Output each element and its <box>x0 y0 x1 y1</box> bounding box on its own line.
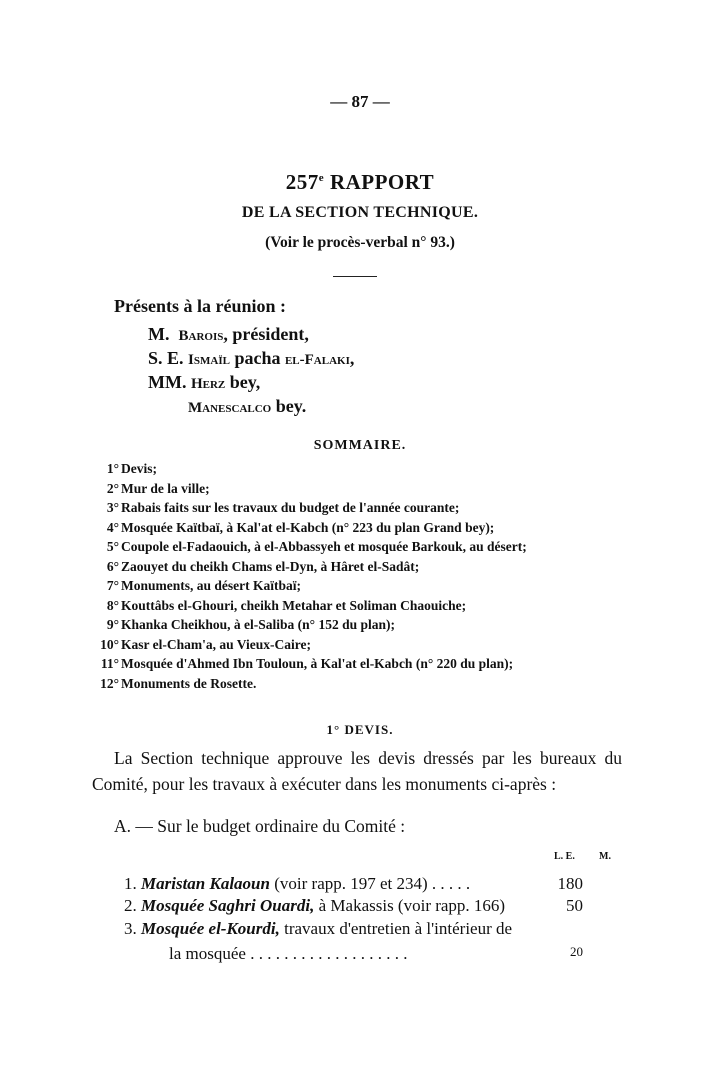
devis-item-number: 1. <box>124 874 137 893</box>
devis-item-number: 2. <box>124 896 137 915</box>
attendee-role: , <box>349 348 355 368</box>
summary-item-number: 7° <box>106 578 119 593</box>
summary-item-text: Mur de la ville; <box>121 480 210 496</box>
devis-item-amount: 50 <box>566 896 583 915</box>
attendee-name: Manescalco <box>188 400 272 416</box>
summary-item-number: 5° <box>106 539 119 554</box>
report-word: RAPPORT <box>329 170 435 194</box>
attendee-manescalco <box>188 396 306 417</box>
section-title: DE LA SECTION TECHNIQUE. <box>241 204 479 221</box>
attendee-barois <box>148 324 309 345</box>
report-number: 257 <box>285 170 319 194</box>
devis-item-title: Mosquée el-Kourdi, <box>141 919 280 938</box>
summary-item-number: 9° <box>106 617 119 632</box>
devis-item <box>124 874 470 894</box>
summary-item-number: 8° <box>106 597 119 613</box>
report-suffix: e <box>318 172 325 184</box>
summary-item-number: 11° <box>100 656 119 671</box>
summary-heading: SOMMAIRE. <box>313 438 407 453</box>
paragraph-line-1: La Section technique approuve les devis dressés par les bureaux du <box>114 748 622 768</box>
summary-item-text: Coupole el-Fadaouich, à el-Abbassyeh et mosquée Barkouk, au désert; <box>121 539 527 554</box>
devis-item <box>124 896 505 916</box>
attendee-name: Ismaïl <box>188 352 230 368</box>
summary-item-text: Zaouyet du cheikh Chams el-Dyn, à Hâret el-Sadât; <box>121 558 420 574</box>
devis-item-number: 3. <box>124 919 137 938</box>
attendee-role: , président, <box>223 324 309 344</box>
devis-item-continuation: la mosquée . . . . . . . . . . . . . . . . . . . <box>169 944 408 963</box>
devis-item-title: Mosquée Saghri Ouardi, <box>141 896 315 915</box>
paragraph-line-2: Comité, pour les travaux à exécuter dans les monuments ci-après : <box>92 774 557 794</box>
summary-item-number: 12° <box>100 675 119 691</box>
report-title <box>0 170 720 195</box>
summary-item-number: 3° <box>106 500 119 515</box>
attendee-name-2: el-Falaki <box>284 352 350 368</box>
summary-item-text: Monuments de Rosette. <box>121 675 257 691</box>
devis-item-detail: travaux d'entretien à l'intérieur de <box>279 919 513 938</box>
budget-heading: A. — Sur le budget ordinaire du Comité : <box>114 816 406 836</box>
summary-item-text: Rabais faits sur les travaux du budget de l'année courante; <box>121 500 460 515</box>
devis-item-amount: 180 <box>557 874 583 893</box>
summary-item-number: 10° <box>100 636 119 652</box>
attendee-role: bey, <box>225 372 261 392</box>
summary-item-text: Devis; <box>121 461 157 476</box>
column-header-le: L. E. <box>554 851 575 862</box>
attendee-prefix: S. E. <box>148 348 184 368</box>
devis-item-detail: à Makassis (voir rapp. 166) <box>314 896 506 915</box>
devis-heading: 1° DEVIS. <box>326 722 394 737</box>
attendee-prefix: M. <box>148 324 170 344</box>
proces-verbal-reference: (Voir le procès-verbal n° 93.) <box>265 234 455 251</box>
summary-item-number: 6° <box>106 558 119 574</box>
attendee-prefix: MM. <box>148 372 187 392</box>
attendance-heading: Présents à la réunion : <box>114 296 286 316</box>
attendee-name: Herz <box>190 376 226 392</box>
attendee-ismail <box>148 348 354 369</box>
attendee-middle: pacha <box>229 348 285 368</box>
summary-item-text: Mosquée d'Ahmed Ibn Touloun, à Kal'at el-Kabch (n° 220 du plan); <box>121 656 514 671</box>
devis-item <box>124 919 512 939</box>
summary-item-number: 2° <box>106 480 119 496</box>
devis-item-title: Maristan Kalaoun <box>141 874 270 893</box>
summary-item-number: 4° <box>106 519 119 535</box>
summary-item-text: Monuments, au désert Kaïtbaï; <box>121 578 301 593</box>
devis-item-amount: 20 <box>570 944 583 959</box>
attendee-role: bey. <box>271 396 307 416</box>
page-number: — 87 — <box>330 92 390 111</box>
attendee-herz <box>148 372 260 393</box>
summary-item-text: Kasr el-Cham'a, au Vieux-Caire; <box>121 636 311 652</box>
column-header-m: M. <box>599 851 611 862</box>
devis-item-detail: (voir rapp. 197 et 234) . . . . . <box>269 874 471 893</box>
summary-item-text: Kouttâbs el-Ghouri, cheikh Metahar et Soliman Chaouiche; <box>121 597 467 613</box>
attendee-name: Barois <box>178 328 224 344</box>
summary-item-number: 1° <box>106 461 119 476</box>
summary-item-text: Mosquée Kaïtbaï, à Kal'at el-Kabch (n° 223 du plan Grand bey); <box>121 519 495 535</box>
summary-item-text: Khanka Cheikhou, à el-Saliba (n° 152 du plan); <box>121 617 395 632</box>
title-divider <box>333 276 377 277</box>
